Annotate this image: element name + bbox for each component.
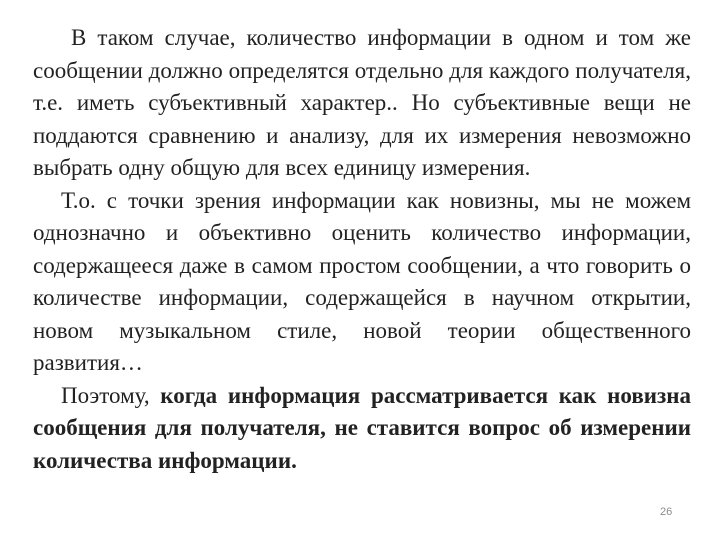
slide-text-body bbox=[33, 22, 691, 477]
paragraph-novelty-info bbox=[33, 185, 691, 380]
paragraph-1-text: В таком случае, количество информации в одном и том же сообщении должно определятся отдельно для каждого получателя, т.е. иметь субъективный характер.. Но субъективные вещи не поддаются сравнению и анализу, для их измерения невозможно выбрать одну общую для всех единицу измерения. bbox=[33, 25, 691, 180]
paragraph-3-bold-conclusion: когда информация рассматривается как новизна сообщения для получателя, не ставится вопрос об измерении количества информации. bbox=[33, 382, 691, 473]
slide-number: 26 bbox=[660, 506, 673, 518]
paragraph-3-lead: Поэтому, bbox=[61, 382, 161, 408]
paragraph-2-text: Т.о. с точки зрения информации как новизны, мы не можем однозначно и объективно оценить количество информации, содержащееся даже в самом простом сообщении, а что говорить о количестве информации, содержащейся в научном открытии, новом музыкальном стиле, новой теории общественного развития… bbox=[33, 187, 691, 375]
paragraph-conclusion bbox=[33, 380, 691, 478]
paragraph-subjective-info bbox=[33, 22, 691, 185]
